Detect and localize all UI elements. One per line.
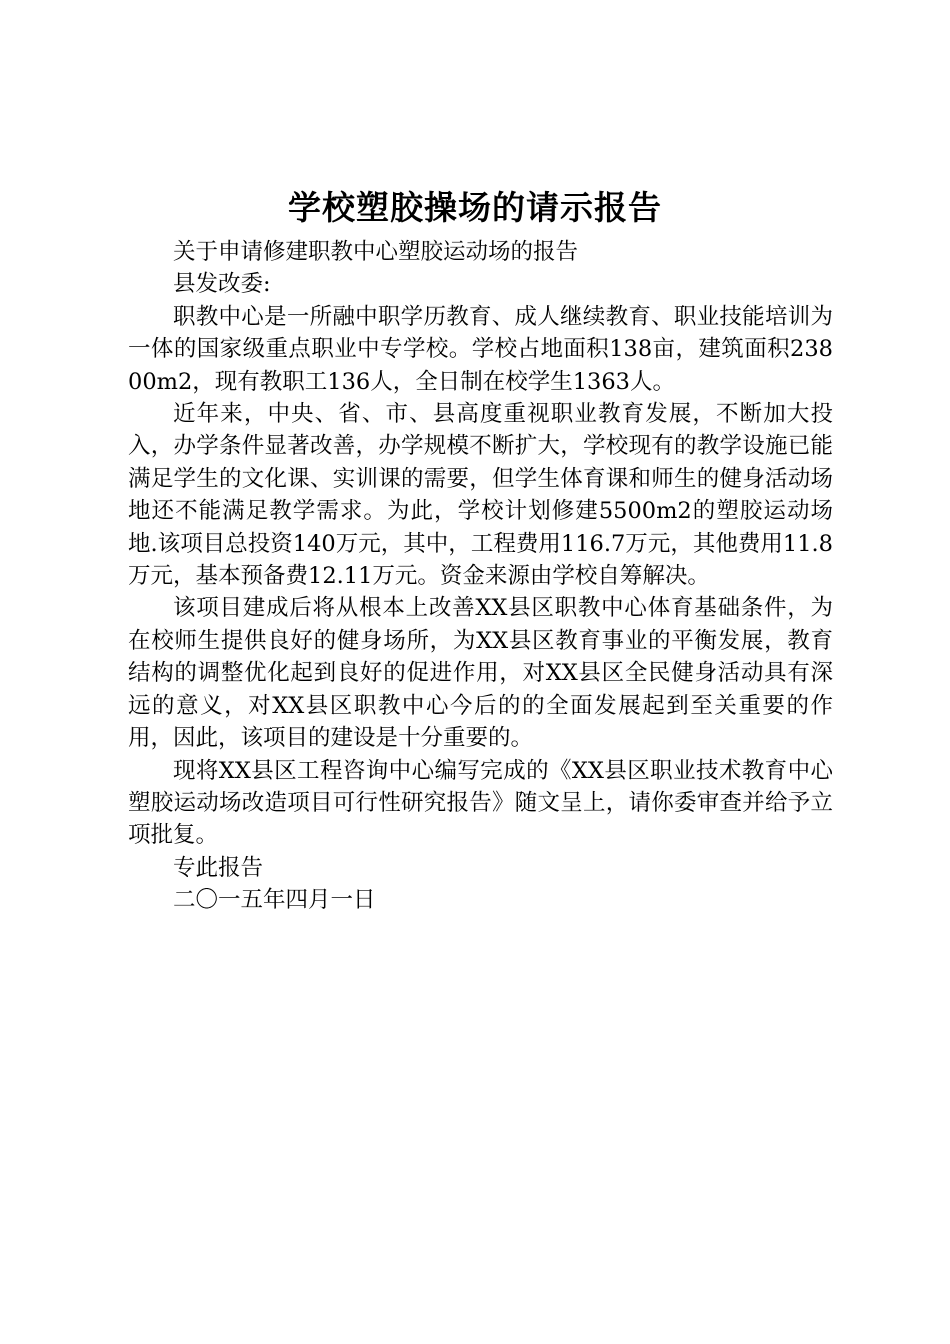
body-paragraph: 职教中心是一所融中职学历教育、成人继续教育、职业技能培训为一体的国家级重点职业中专学校。学校占地面积138亩，建筑面积23800m2，现有教职工136人，全日制在校学生1363人。 bbox=[128, 303, 833, 395]
date-line: 二〇一五年四月一日 bbox=[173, 887, 376, 914]
body-paragraph: 该项目建成后将从根本上改善XX县区职教中心体育基础条件，为在校师生提供良好的健身场所，为XX县区教育事业的平衡发展，教育结构的调整优化起到良好的促进作用，对XX县区全民健身活动具有深远的意义，对XX县区职教中心今后的的全面发展起到至关重要的作用，因此，该项目的建设是十分重要的。 bbox=[128, 595, 833, 752]
body-paragraph: 近年来，中央、省、市、县高度重视职业教育发展，不断加大投入，办学条件显著改善，办学规模不断扩大，学校现有的教学设施已能满足学生的文化课、实训课的需要，但学生体育课和师生的健身活动场地还不能满足教学需求。为此，学校计划修建5500m2的塑胶运动场地.该项目总投资140万元，其中，工程费用116.7万元，其他费用11.8万元，基本预备费12.11万元。资金来源由学校自筹解决。 bbox=[128, 401, 833, 590]
recipient-line: 县发改委: bbox=[173, 271, 271, 298]
body-paragraph: 现将XX县区工程咨询中心编写完成的《XX县区职业技术教育中心塑胶运动场改造项目可行性研究报告》随文呈上，请你委审查并给予立项批复。 bbox=[128, 757, 833, 849]
subject-line: 关于申请修建职教中心塑胶运动场的报告 bbox=[173, 239, 579, 265]
document-body bbox=[128, 236, 833, 917]
closing-line: 专此报告 bbox=[173, 854, 264, 881]
document-title: 学校塑胶操场的请示报告 bbox=[288, 188, 662, 227]
